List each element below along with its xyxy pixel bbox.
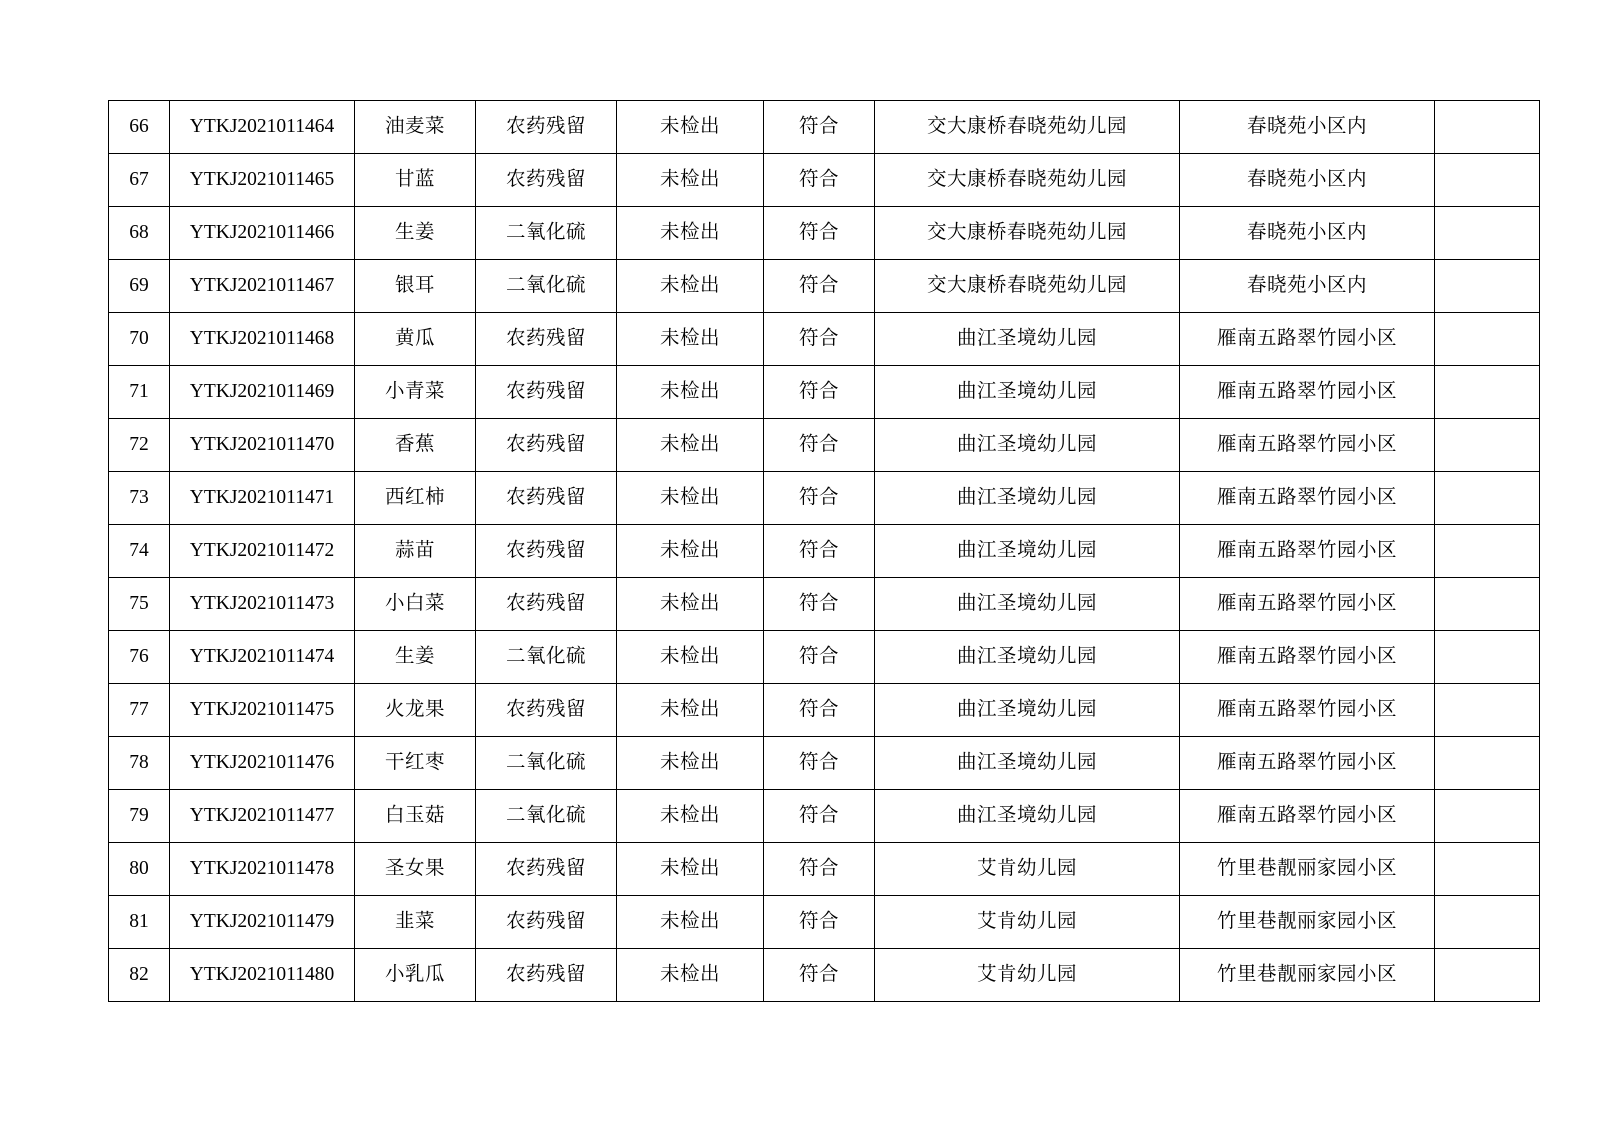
cell-item: 油麦菜 — [355, 101, 476, 154]
cell-item: 干红枣 — [355, 737, 476, 790]
cell-unit: 交大康桥春晓苑幼儿园 — [875, 101, 1180, 154]
cell-unit: 曲江圣境幼儿园 — [875, 684, 1180, 737]
cell-code: YTKJ2021011473 — [170, 578, 355, 631]
cell-address: 春晓苑小区内 — [1180, 101, 1435, 154]
cell-index: 81 — [109, 896, 170, 949]
cell-index: 73 — [109, 472, 170, 525]
cell-index: 82 — [109, 949, 170, 1002]
table-row — [109, 366, 1540, 419]
cell-index: 67 — [109, 154, 170, 207]
cell-unit: 交大康桥春晓苑幼儿园 — [875, 154, 1180, 207]
cell-code: YTKJ2021011474 — [170, 631, 355, 684]
cell-address: 竹里巷靓丽家园小区 — [1180, 949, 1435, 1002]
table-body — [109, 101, 1540, 1002]
cell-item: 小青菜 — [355, 366, 476, 419]
cell-judge: 符合 — [764, 366, 875, 419]
cell-note — [1435, 578, 1540, 631]
cell-result: 未检出 — [617, 366, 764, 419]
cell-result: 未检出 — [617, 260, 764, 313]
cell-index: 80 — [109, 843, 170, 896]
table-row — [109, 207, 1540, 260]
cell-judge: 符合 — [764, 896, 875, 949]
cell-test: 二氧化硫 — [476, 631, 617, 684]
cell-judge: 符合 — [764, 525, 875, 578]
table-row — [109, 154, 1540, 207]
cell-item: 银耳 — [355, 260, 476, 313]
cell-judge: 符合 — [764, 472, 875, 525]
cell-test: 二氧化硫 — [476, 737, 617, 790]
cell-judge: 符合 — [764, 790, 875, 843]
cell-index: 70 — [109, 313, 170, 366]
table-row — [109, 260, 1540, 313]
table-row — [109, 101, 1540, 154]
cell-code: YTKJ2021011475 — [170, 684, 355, 737]
cell-result: 未检出 — [617, 101, 764, 154]
cell-address: 雁南五路翠竹园小区 — [1180, 313, 1435, 366]
cell-test: 农药残留 — [476, 684, 617, 737]
cell-index: 66 — [109, 101, 170, 154]
cell-unit: 曲江圣境幼儿园 — [875, 313, 1180, 366]
cell-note — [1435, 631, 1540, 684]
cell-judge: 符合 — [764, 154, 875, 207]
cell-note — [1435, 366, 1540, 419]
cell-item: 小乳瓜 — [355, 949, 476, 1002]
cell-note — [1435, 949, 1540, 1002]
cell-index: 69 — [109, 260, 170, 313]
cell-test: 农药残留 — [476, 366, 617, 419]
cell-note — [1435, 101, 1540, 154]
cell-item: 香蕉 — [355, 419, 476, 472]
cell-item: 火龙果 — [355, 684, 476, 737]
cell-code: YTKJ2021011471 — [170, 472, 355, 525]
cell-unit: 曲江圣境幼儿园 — [875, 366, 1180, 419]
cell-address: 竹里巷靓丽家园小区 — [1180, 843, 1435, 896]
cell-address: 雁南五路翠竹园小区 — [1180, 684, 1435, 737]
cell-result: 未检出 — [617, 578, 764, 631]
cell-note — [1435, 737, 1540, 790]
cell-judge: 符合 — [764, 843, 875, 896]
cell-code: YTKJ2021011470 — [170, 419, 355, 472]
cell-index: 76 — [109, 631, 170, 684]
cell-unit: 曲江圣境幼儿园 — [875, 578, 1180, 631]
cell-index: 68 — [109, 207, 170, 260]
cell-address: 雁南五路翠竹园小区 — [1180, 366, 1435, 419]
table-row — [109, 737, 1540, 790]
cell-item: 韭菜 — [355, 896, 476, 949]
table-row — [109, 419, 1540, 472]
cell-index: 78 — [109, 737, 170, 790]
cell-code: YTKJ2021011472 — [170, 525, 355, 578]
cell-judge: 符合 — [764, 631, 875, 684]
cell-item: 生姜 — [355, 207, 476, 260]
cell-result: 未检出 — [617, 472, 764, 525]
cell-address: 雁南五路翠竹园小区 — [1180, 578, 1435, 631]
cell-address: 春晓苑小区内 — [1180, 260, 1435, 313]
cell-result: 未检出 — [617, 631, 764, 684]
cell-test: 农药残留 — [476, 154, 617, 207]
cell-judge: 符合 — [764, 949, 875, 1002]
cell-judge: 符合 — [764, 684, 875, 737]
cell-judge: 符合 — [764, 419, 875, 472]
cell-result: 未检出 — [617, 737, 764, 790]
cell-item: 生姜 — [355, 631, 476, 684]
cell-unit: 艾肯幼儿园 — [875, 949, 1180, 1002]
cell-result: 未检出 — [617, 313, 764, 366]
cell-result: 未检出 — [617, 419, 764, 472]
table-row — [109, 684, 1540, 737]
cell-address: 雁南五路翠竹园小区 — [1180, 419, 1435, 472]
cell-note — [1435, 260, 1540, 313]
table-row — [109, 843, 1540, 896]
cell-test: 农药残留 — [476, 949, 617, 1002]
cell-code: YTKJ2021011468 — [170, 313, 355, 366]
cell-judge: 符合 — [764, 737, 875, 790]
cell-unit: 曲江圣境幼儿园 — [875, 472, 1180, 525]
cell-code: YTKJ2021011469 — [170, 366, 355, 419]
cell-note — [1435, 843, 1540, 896]
cell-code: YTKJ2021011477 — [170, 790, 355, 843]
cell-unit: 艾肯幼儿园 — [875, 843, 1180, 896]
cell-result: 未检出 — [617, 525, 764, 578]
cell-unit: 交大康桥春晓苑幼儿园 — [875, 260, 1180, 313]
cell-unit: 艾肯幼儿园 — [875, 896, 1180, 949]
cell-item: 黄瓜 — [355, 313, 476, 366]
cell-unit: 曲江圣境幼儿园 — [875, 525, 1180, 578]
cell-address: 雁南五路翠竹园小区 — [1180, 525, 1435, 578]
cell-test: 二氧化硫 — [476, 207, 617, 260]
cell-note — [1435, 207, 1540, 260]
cell-unit: 交大康桥春晓苑幼儿园 — [875, 207, 1180, 260]
cell-test: 农药残留 — [476, 525, 617, 578]
cell-note — [1435, 525, 1540, 578]
cell-test: 农药残留 — [476, 472, 617, 525]
cell-note — [1435, 790, 1540, 843]
cell-code: YTKJ2021011478 — [170, 843, 355, 896]
cell-code: YTKJ2021011480 — [170, 949, 355, 1002]
cell-address: 雁南五路翠竹园小区 — [1180, 790, 1435, 843]
table-row — [109, 578, 1540, 631]
cell-result: 未检出 — [617, 896, 764, 949]
cell-item: 白玉菇 — [355, 790, 476, 843]
cell-address: 雁南五路翠竹园小区 — [1180, 631, 1435, 684]
cell-test: 农药残留 — [476, 896, 617, 949]
table-row — [109, 631, 1540, 684]
cell-result: 未检出 — [617, 949, 764, 1002]
cell-result: 未检出 — [617, 790, 764, 843]
cell-code: YTKJ2021011467 — [170, 260, 355, 313]
cell-judge: 符合 — [764, 260, 875, 313]
cell-unit: 曲江圣境幼儿园 — [875, 631, 1180, 684]
cell-test: 农药残留 — [476, 313, 617, 366]
cell-item: 甘蓝 — [355, 154, 476, 207]
cell-index: 75 — [109, 578, 170, 631]
cell-judge: 符合 — [764, 101, 875, 154]
cell-note — [1435, 896, 1540, 949]
cell-code: YTKJ2021011465 — [170, 154, 355, 207]
cell-test: 二氧化硫 — [476, 260, 617, 313]
cell-item: 圣女果 — [355, 843, 476, 896]
cell-test: 二氧化硫 — [476, 790, 617, 843]
cell-result: 未检出 — [617, 843, 764, 896]
cell-test: 农药残留 — [476, 101, 617, 154]
cell-index: 77 — [109, 684, 170, 737]
cell-test: 农药残留 — [476, 843, 617, 896]
inspection-results-table — [108, 100, 1540, 1002]
cell-index: 71 — [109, 366, 170, 419]
cell-unit: 曲江圣境幼儿园 — [875, 790, 1180, 843]
cell-judge: 符合 — [764, 578, 875, 631]
cell-note — [1435, 684, 1540, 737]
cell-result: 未检出 — [617, 207, 764, 260]
cell-note — [1435, 419, 1540, 472]
cell-item: 西红柿 — [355, 472, 476, 525]
cell-result: 未检出 — [617, 684, 764, 737]
cell-unit: 曲江圣境幼儿园 — [875, 737, 1180, 790]
table-row — [109, 896, 1540, 949]
cell-note — [1435, 313, 1540, 366]
cell-address: 竹里巷靓丽家园小区 — [1180, 896, 1435, 949]
cell-address: 春晓苑小区内 — [1180, 207, 1435, 260]
cell-address: 雁南五路翠竹园小区 — [1180, 472, 1435, 525]
cell-index: 79 — [109, 790, 170, 843]
cell-note — [1435, 154, 1540, 207]
cell-index: 74 — [109, 525, 170, 578]
cell-test: 农药残留 — [476, 419, 617, 472]
table-row — [109, 472, 1540, 525]
cell-note — [1435, 472, 1540, 525]
cell-code: YTKJ2021011479 — [170, 896, 355, 949]
table-row — [109, 949, 1540, 1002]
cell-judge: 符合 — [764, 207, 875, 260]
cell-test: 农药残留 — [476, 578, 617, 631]
table-row — [109, 525, 1540, 578]
cell-index: 72 — [109, 419, 170, 472]
cell-item: 小白菜 — [355, 578, 476, 631]
table-row — [109, 313, 1540, 366]
cell-item: 蒜苗 — [355, 525, 476, 578]
cell-judge: 符合 — [764, 313, 875, 366]
cell-result: 未检出 — [617, 154, 764, 207]
cell-code: YTKJ2021011464 — [170, 101, 355, 154]
cell-code: YTKJ2021011466 — [170, 207, 355, 260]
table-row — [109, 790, 1540, 843]
cell-address: 雁南五路翠竹园小区 — [1180, 737, 1435, 790]
cell-unit: 曲江圣境幼儿园 — [875, 419, 1180, 472]
cell-address: 春晓苑小区内 — [1180, 154, 1435, 207]
cell-code: YTKJ2021011476 — [170, 737, 355, 790]
